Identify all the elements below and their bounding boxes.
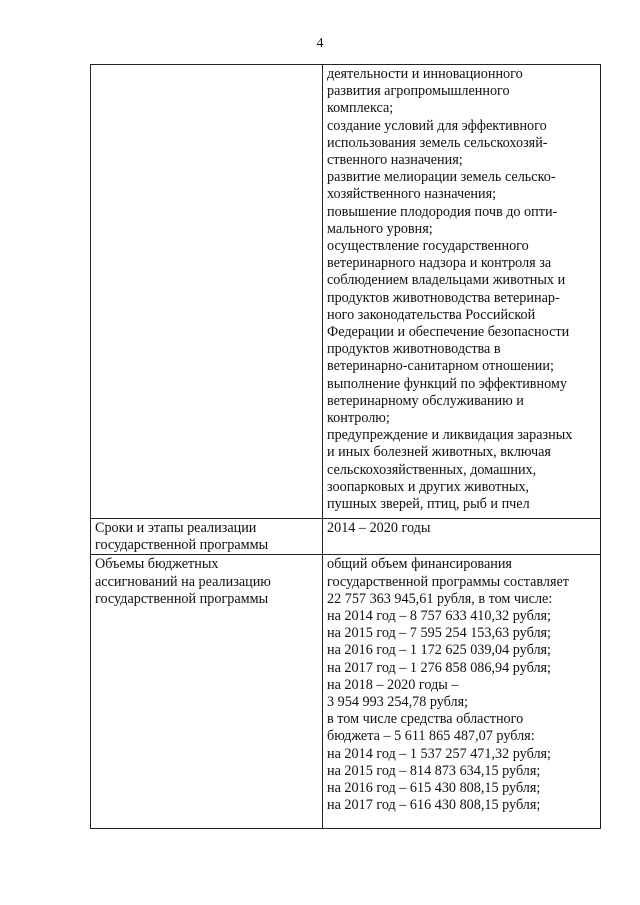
text-line: на 2015 год – 7 595 254 153,63 рубля; <box>327 625 551 642</box>
goals-label-cell <box>91 65 323 519</box>
text-line: пушных зверей, птиц, рыб и пчел <box>327 496 530 513</box>
text-line: продуктов животноводства в <box>327 341 501 358</box>
text-line: на 2017 год – 616 430 808,15 рубля; <box>327 797 541 814</box>
text-line: создание условий для эффективного <box>327 117 547 134</box>
goals-value-cell <box>323 65 601 519</box>
text-line: Объемы бюджетных <box>95 556 219 573</box>
text-line: государственной программы составляет <box>327 573 570 590</box>
text-line: и иных болезней животных, включая <box>327 444 551 461</box>
text-line: на 2015 год – 814 873 634,15 рубля; <box>327 762 541 779</box>
table-row-goals <box>91 65 601 519</box>
terms-label-cell <box>91 519 323 555</box>
text-line: 22 757 363 945,61 рубля, в том числе: <box>327 590 553 607</box>
text-line: ственного назначения; <box>327 152 463 169</box>
text-line: ного законодательства Российской <box>327 306 536 323</box>
text-line: сельскохозяйственных, домашних, <box>327 461 537 478</box>
text-line: выполнение функций по эффективному <box>327 375 567 392</box>
text-line: развития агропромышленного <box>327 83 510 100</box>
table-row-funding <box>91 555 601 829</box>
text-line: предупреждение и ликвидация заразных <box>327 427 573 444</box>
text-line: развитие мелиорации земель сельско- <box>327 169 556 186</box>
text-line: государственной программы <box>95 537 269 554</box>
text-line: ветеринарного надзора и контроля за <box>327 255 552 272</box>
text-line: деятельности и инновационного <box>327 66 523 82</box>
text-line: на 2017 год – 1 276 858 086,94 рубля; <box>327 659 551 676</box>
text-line: ассигнований на реализацию <box>95 573 271 590</box>
text-line: 3 954 993 254,78 рубля; <box>327 694 469 711</box>
text-line: ветеринарному обслуживанию и <box>327 392 524 409</box>
text-line: продуктов животноводства ветеринар- <box>327 289 560 306</box>
program-passport-table <box>90 64 601 829</box>
text-line: хозяйственного назначения; <box>327 186 497 203</box>
text-line: зоопарковых и других животных, <box>327 478 530 495</box>
text-line: использования земель сельскохозяй- <box>327 134 548 151</box>
text-line: общий объем финансирования <box>327 556 512 573</box>
text-line: осуществление государственного <box>327 238 529 255</box>
text-line: на 2016 год – 615 430 808,15 рубля; <box>327 780 541 797</box>
text-line: в том числе средства областного <box>327 711 524 728</box>
text-line: ветеринарно-санитарном отношении; <box>327 358 554 375</box>
funding-value-cell <box>323 555 601 829</box>
text-line: повышение плодородия почв до опти- <box>327 203 558 220</box>
text-line: на 2014 год – 8 757 633 410,32 рубля; <box>327 608 551 625</box>
funding-label-cell <box>91 555 323 829</box>
text-line: государственной программы <box>95 590 269 607</box>
text-line: на 2014 год – 1 537 257 471,32 рубля; <box>327 745 551 762</box>
text-line: на 2018 – 2020 годы – <box>327 676 459 693</box>
text-line: бюджета – 5 611 865 487,07 рубля: <box>327 728 535 745</box>
text-line: 2014 – 2020 годы <box>327 520 431 536</box>
text-line: Федерации и обеспечение безопасности <box>327 324 570 341</box>
text-line: на 2016 год – 1 172 625 039,04 рубля; <box>327 642 551 659</box>
text-line: соблюдением владельцами животных и <box>327 272 566 289</box>
text-line: мального уровня; <box>327 220 433 237</box>
page-number: 4 <box>316 36 324 51</box>
terms-value-cell <box>323 519 601 555</box>
text-line: контролю; <box>327 410 390 427</box>
text-line: комплекса; <box>327 100 394 117</box>
text-line: Сроки и этапы реализации <box>95 520 257 536</box>
table-row-terms <box>91 519 601 555</box>
